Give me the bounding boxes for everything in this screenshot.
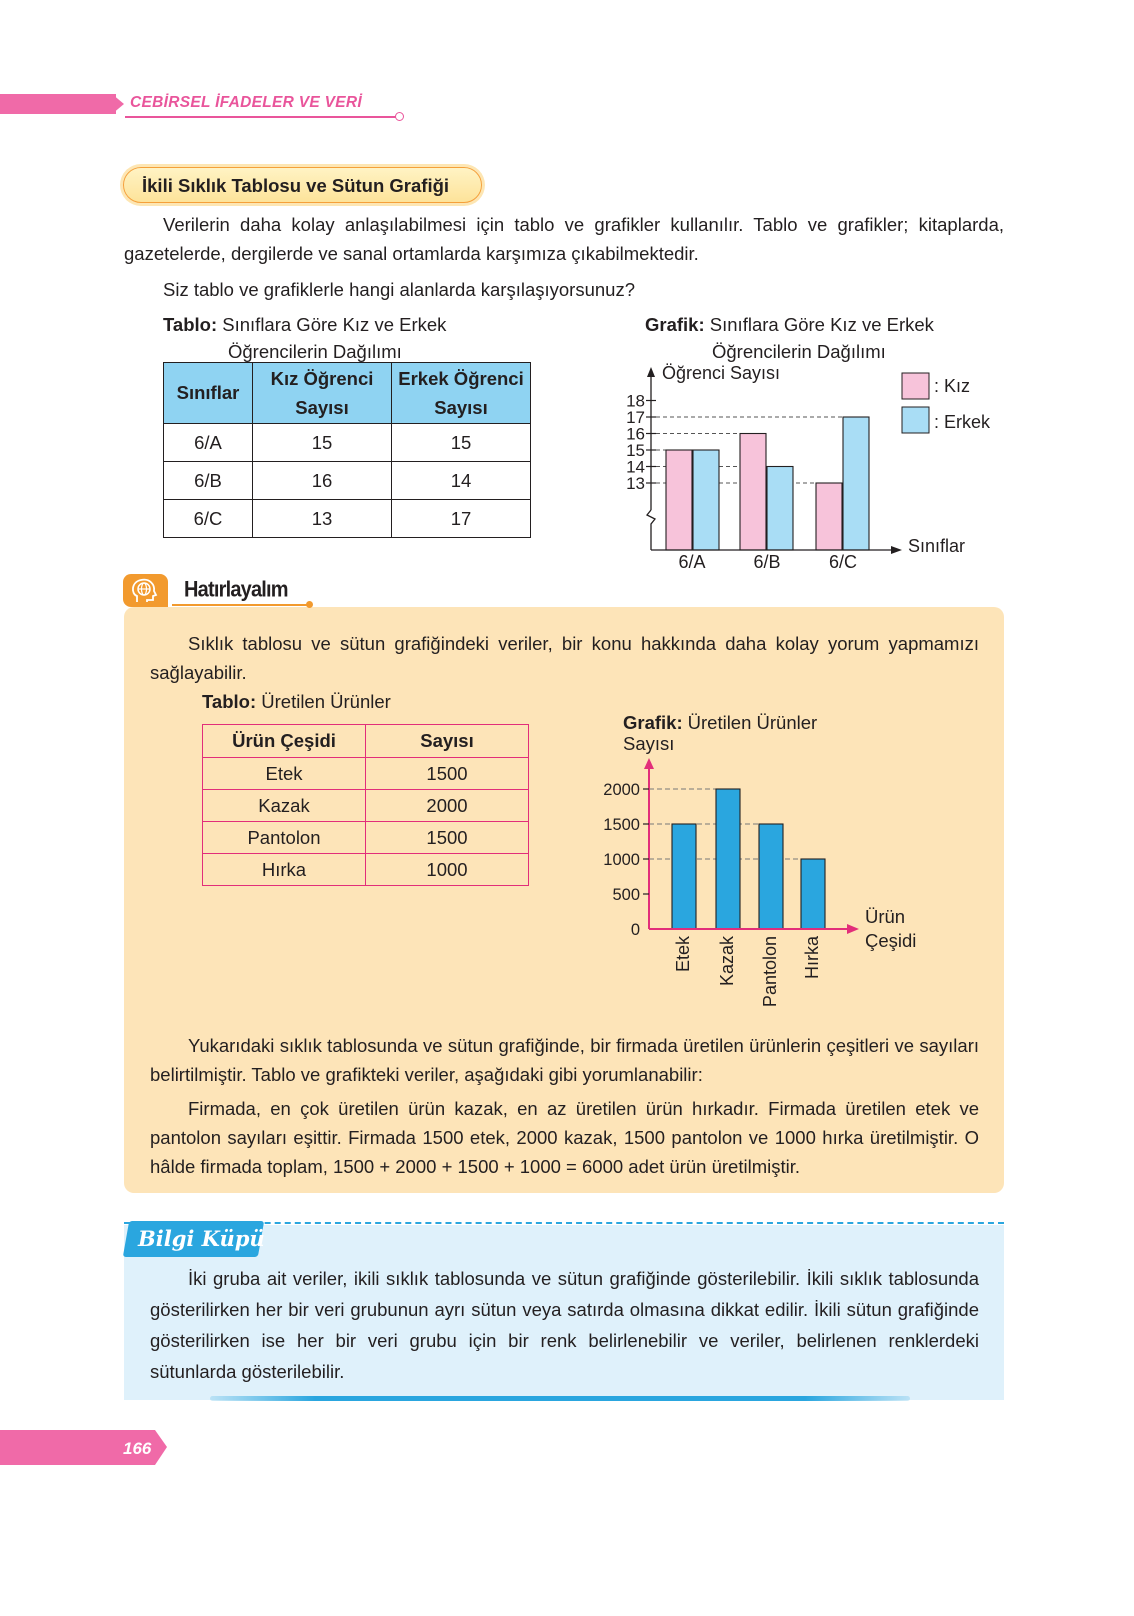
chapter-tab-arrow xyxy=(112,94,124,114)
chart1-y-tick-label: 14 xyxy=(626,457,645,477)
chart2-x-category-label: Etek xyxy=(673,936,693,973)
chart2-bar-kazak xyxy=(716,789,740,929)
hatirlayalim-underline xyxy=(172,604,308,606)
table-cell: 1500 xyxy=(366,822,529,854)
chart1-categories xyxy=(678,552,857,572)
chart2-y-tick-label: 500 xyxy=(612,886,640,904)
table-cell: 14 xyxy=(392,462,531,500)
chapter-underline-dot xyxy=(395,112,404,121)
table-cell: 6/B xyxy=(164,462,253,500)
legend-kiz-swatch xyxy=(902,373,929,399)
chart1-y-arrow xyxy=(647,367,655,377)
table-cell: Etek xyxy=(203,758,366,790)
header-erkek-line1: Erkek Öğrenci xyxy=(398,368,524,389)
chapter-title: CEBİRSEL İFADELER VE VERİ xyxy=(130,94,363,111)
chart2-title xyxy=(623,712,817,733)
chart2-title-label: Grafik: xyxy=(623,712,683,733)
chart1-bar-6A-kiz xyxy=(666,450,692,550)
products-chart xyxy=(595,705,935,1020)
chart2-x-category-label: Hırka xyxy=(802,936,822,980)
table2-caption xyxy=(202,691,391,713)
head-globe-icon xyxy=(123,574,168,607)
header-sayisi: Sayısı xyxy=(366,725,529,758)
header-siniflar: Sınıflar xyxy=(164,363,253,424)
chart1-x-arrow xyxy=(891,546,902,554)
chart2-y-ticks xyxy=(603,781,649,939)
chapter-underline xyxy=(125,116,397,118)
chart1-bar-6B-erkek xyxy=(767,467,793,551)
hatirlayalim-icon-box xyxy=(123,574,168,607)
hatirlayalim-paragraph-1: Sıklık tablosu ve sütun grafiğindeki veriler, bir konu hakkında daha kolay yorum yapmamızı sağlayabilir. xyxy=(150,633,979,683)
table1-caption-line2: Öğrencilerin Dağılımı xyxy=(228,341,402,362)
table-cell: 15 xyxy=(392,424,531,462)
intro-paragraph: Verilerin daha kolay anlaşılabilmesi için tablo ve grafikler kullanılır. Tablo ve grafikler; kitaplarda, gazetelerde, dergilerde ve sanal ortamlarda karşımıza çıkabilmektedir. xyxy=(124,214,1004,264)
section-title-pill xyxy=(123,167,482,203)
legend-erkek-label: : Erkek xyxy=(934,412,991,432)
chart1-x-category-label: 6/B xyxy=(753,552,781,572)
bilgi-kupu-text: İki gruba ait veriler, ikili sıklık tablosunda ve sütun grafiğinde gösterilebilir. İkili sıklık tablosunda gösterilirken her bir veri grubunun ayrı sütun veya satırda olmasına dikkat edilir. İkili sütun grafiğinde gösterilirken ise her bir veri grubu için bir renk belirlenebilir ve veriler, belirlenen renklerdeki sütunlarda gösterilebilir. xyxy=(150,1268,979,1382)
table-row xyxy=(203,822,529,854)
class-distribution-table xyxy=(163,362,531,538)
header-erkek xyxy=(392,363,531,424)
chart1-caption-label: Grafik: xyxy=(645,314,705,335)
header-urun-cesidi: Ürün Çeşidi xyxy=(203,725,366,758)
chart1-bar-6C-erkek xyxy=(843,417,869,550)
chart1-x-category-label: 6/A xyxy=(678,552,706,572)
chart1-x-label: Sınıflar xyxy=(908,536,966,556)
hatirlayalim-paragraph-3: Firmada, en çok üretilen ürün kazak, en az üretilen ürün hırkadır. Firmada üretilen etek ve pantolon sayıları eşittir. Firmada 1500 etek, 2000 kazak, 1500 pantolon ve 1000 hırka üretilmiştir. O hâlde firmada toplam, 1500 + 2000 + 1500 + 1000 = 6000 adet ürün üretilmiştir. xyxy=(150,1098,979,1177)
chart1-bars xyxy=(666,417,869,550)
chart2-bar-hırka xyxy=(801,859,825,929)
chart2-x-category-label: Kazak xyxy=(717,936,737,987)
table-row xyxy=(203,854,529,886)
table1-caption xyxy=(163,311,446,365)
page-number: 166 xyxy=(123,1439,152,1458)
header-kiz-line1: Kız Öğrenci xyxy=(270,368,374,389)
chart1-bar-6B-kiz xyxy=(740,434,766,551)
table1-caption-line1: Sınıflara Göre Kız ve Erkek xyxy=(222,314,447,335)
header-kiz xyxy=(253,363,392,424)
chart2-bar-pantolon xyxy=(759,824,783,929)
products-table xyxy=(202,724,529,886)
chart1-y-tick-label: 13 xyxy=(626,474,645,493)
table-cell: 17 xyxy=(392,500,531,538)
chart2-y-arrow xyxy=(644,758,654,769)
table-cell: 13 xyxy=(253,500,392,538)
bilgi-kupu-bottom-bar xyxy=(210,1396,910,1401)
chart1-caption-line1: Sınıflara Göre Kız ve Erkek xyxy=(709,314,934,335)
table-cell: 2000 xyxy=(366,790,529,822)
table-header-row xyxy=(203,725,529,758)
chart2-title-text: Üretilen Ürünler xyxy=(687,712,818,733)
chart2-bar-etek xyxy=(672,824,696,929)
table-header-row xyxy=(164,363,531,424)
table-cell: Pantolon xyxy=(203,822,366,854)
table1-caption-label: Tablo: xyxy=(163,314,218,335)
chart2-y-tick-label: 1000 xyxy=(603,851,640,869)
chart2-y-tick-label: 1500 xyxy=(603,816,640,834)
chapter-tab-decoration xyxy=(0,94,116,114)
chart2-x-label-line2: Çeşidi xyxy=(865,930,917,951)
table-row xyxy=(164,424,531,462)
legend-erkek-swatch xyxy=(902,407,929,433)
chart2-x-arrow xyxy=(847,924,859,934)
table-row xyxy=(164,462,531,500)
class-distribution-chart xyxy=(600,355,1020,580)
chart1-bar-6C-kiz xyxy=(816,483,842,550)
section-title: İkili Sıklık Tablosu ve Sütun Grafiği xyxy=(142,175,450,196)
table-cell: 15 xyxy=(253,424,392,462)
table-row xyxy=(164,500,531,538)
bilgi-kupu-title: Bilgi Küpü xyxy=(138,1226,265,1251)
table-row xyxy=(203,790,529,822)
chart2-x-category-label: Pantolon xyxy=(760,936,780,1008)
intro-question: Siz tablo ve grafiklerle hangi alanlarda karşılaşıyorsunuz? xyxy=(163,279,636,300)
chart2-y-tick-label: 2000 xyxy=(603,781,640,799)
table-cell: 1000 xyxy=(366,854,529,886)
hatirlayalim-paragraph-2: Yukarıdaki sıklık tablosunda ve sütun grafiğinde, bir firmada üretilen ürünlerin çeşitleri ve sayıları belirtilmiştir. Tablo ve grafikteki veriler, aşağıdaki gibi yorumlanabilir: xyxy=(150,1035,979,1085)
table2-caption-text: Üretilen Ürünler xyxy=(261,691,391,712)
chart1-y-label: Öğrenci Sayısı xyxy=(662,363,781,383)
chart1-bar-6A-erkek xyxy=(693,450,719,550)
legend-kiz-label: : Kız xyxy=(934,376,971,396)
chart1-caption-line2: Öğrencilerin Dağılımı xyxy=(712,341,886,362)
chart1-axis-break xyxy=(647,510,655,550)
chart1-y-tick-label: 18 xyxy=(626,391,645,411)
hatirlayalim-title: Hatırlayalım xyxy=(184,577,288,603)
table2-caption-label: Tablo: xyxy=(202,691,257,712)
chart1-y-tick-label: 16 xyxy=(626,424,645,444)
table-cell: Kazak xyxy=(203,790,366,822)
chart1-y-tick-label: 15 xyxy=(626,441,645,460)
table-row xyxy=(203,758,529,790)
chart2-x-label-line1: Ürün xyxy=(865,906,906,927)
table-cell: 6/C xyxy=(164,500,253,538)
header-erkek-line2: Sayısı xyxy=(434,397,488,418)
hatirlayalim-underline-dot xyxy=(306,601,313,608)
chart2-y-tick-label: 0 xyxy=(630,921,640,939)
table-cell: 6/A xyxy=(164,424,253,462)
chart1-x-category-label: 6/C xyxy=(828,552,858,572)
chart2-categories xyxy=(673,935,822,1007)
header-kiz-line2: Sayısı xyxy=(295,397,349,418)
chart1-y-tick-label: 17 xyxy=(626,408,645,427)
table-cell: Hırka xyxy=(203,854,366,886)
chart2-y-label: Sayısı xyxy=(623,733,675,754)
table-cell: 16 xyxy=(253,462,392,500)
table-cell: 1500 xyxy=(366,758,529,790)
